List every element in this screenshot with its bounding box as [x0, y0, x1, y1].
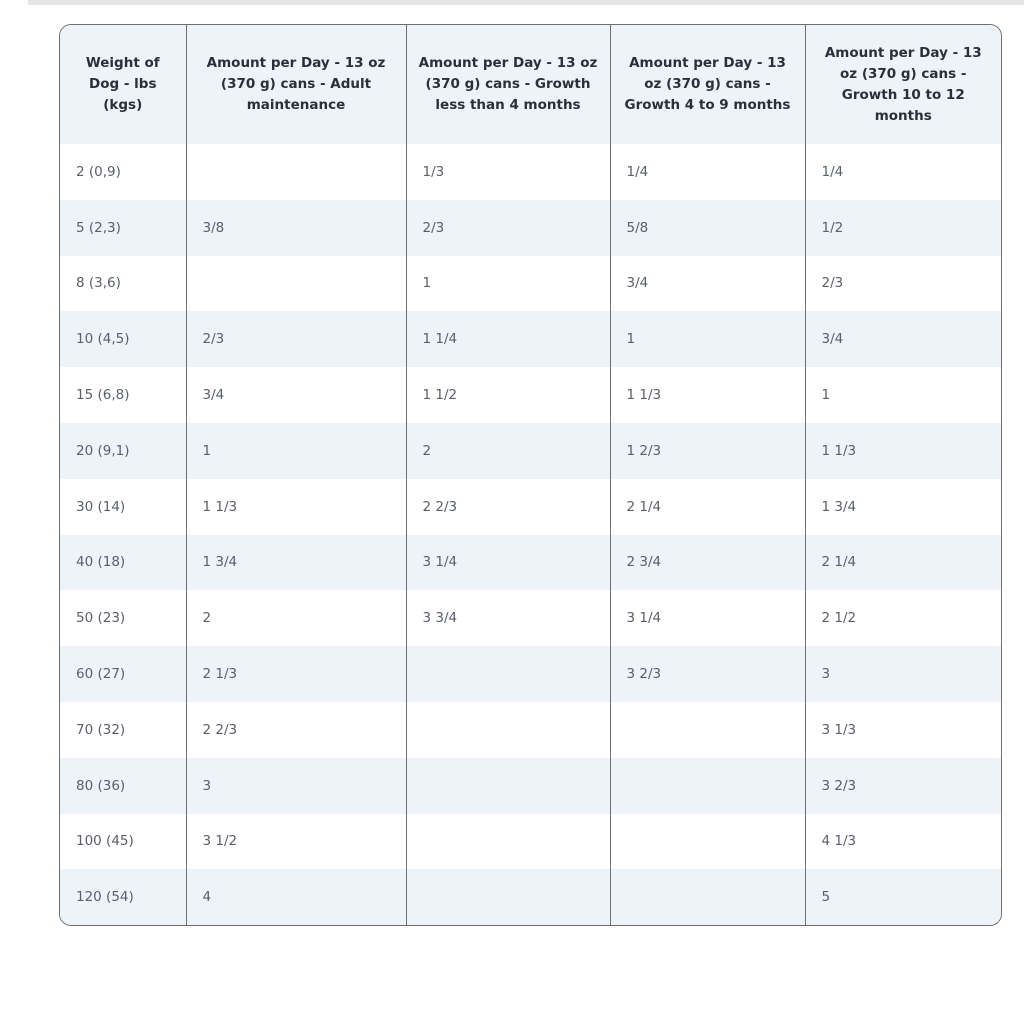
table-header: [60, 25, 1001, 144]
cell-adult-maintenance: 1 3/4: [186, 535, 406, 591]
cell-growth-4-to-9-months: 1: [610, 311, 805, 367]
cell-adult-maintenance: 1 1/3: [186, 479, 406, 535]
cell-weight: 20 (9,1): [60, 423, 186, 479]
cell-weight: 8 (3,6): [60, 256, 186, 312]
table-row: [60, 535, 1001, 591]
cell-adult-maintenance: 2 1/3: [186, 646, 406, 702]
header-weight: Weight of Dog - lbs (kgs): [60, 25, 186, 144]
cell-growth-10-to-12-months: 1/4: [805, 144, 1001, 200]
cell-growth-under-4-months: 1 1/4: [406, 311, 610, 367]
header-growth-under-4-months: Amount per Day - 13 oz (370 g) cans - Growth less than 4 months: [406, 25, 610, 144]
cell-weight: 50 (23): [60, 590, 186, 646]
table-row: [60, 256, 1001, 312]
cell-growth-10-to-12-months: 2/3: [805, 256, 1001, 312]
cell-weight: 60 (27): [60, 646, 186, 702]
cell-growth-10-to-12-months: 1 1/3: [805, 423, 1001, 479]
cell-growth-10-to-12-months: 1/2: [805, 200, 1001, 256]
cell-growth-10-to-12-months: 1 3/4: [805, 479, 1001, 535]
cell-growth-under-4-months: 2: [406, 423, 610, 479]
cell-growth-4-to-9-months: 3 1/4: [610, 590, 805, 646]
cell-growth-under-4-months: 2 2/3: [406, 479, 610, 535]
cell-growth-4-to-9-months: 2 1/4: [610, 479, 805, 535]
cell-adult-maintenance: 2/3: [186, 311, 406, 367]
cell-adult-maintenance: 3: [186, 758, 406, 814]
cell-weight: 2 (0,9): [60, 144, 186, 200]
table-row: [60, 311, 1001, 367]
cell-adult-maintenance: 3 1/2: [186, 814, 406, 870]
cell-adult-maintenance: [186, 256, 406, 312]
cell-adult-maintenance: 2 2/3: [186, 702, 406, 758]
header-growth-4-to-9-months: Amount per Day - 13 oz (370 g) cans - Growth 4 to 9 months: [610, 25, 805, 144]
header-row: [60, 25, 1001, 144]
cell-weight: 70 (32): [60, 702, 186, 758]
cell-growth-4-to-9-months: [610, 814, 805, 870]
cell-growth-under-4-months: [406, 758, 610, 814]
cell-growth-under-4-months: [406, 814, 610, 870]
cell-weight: 40 (18): [60, 535, 186, 591]
table-row: [60, 646, 1001, 702]
cell-growth-10-to-12-months: 2 1/4: [805, 535, 1001, 591]
cell-growth-10-to-12-months: 3/4: [805, 311, 1001, 367]
cell-growth-10-to-12-months: 1: [805, 367, 1001, 423]
cell-adult-maintenance: 1: [186, 423, 406, 479]
cell-growth-under-4-months: [406, 702, 610, 758]
cell-growth-4-to-9-months: [610, 758, 805, 814]
table-row: [60, 590, 1001, 646]
cell-growth-4-to-9-months: 5/8: [610, 200, 805, 256]
cell-growth-4-to-9-months: 2 3/4: [610, 535, 805, 591]
cell-weight: 30 (14): [60, 479, 186, 535]
cell-growth-10-to-12-months: 2 1/2: [805, 590, 1001, 646]
cell-growth-4-to-9-months: 1 2/3: [610, 423, 805, 479]
feeding-table-container: [59, 24, 1002, 926]
cell-weight: 5 (2,3): [60, 200, 186, 256]
table-row: [60, 702, 1001, 758]
cell-weight: 120 (54): [60, 869, 186, 925]
table-row: [60, 758, 1001, 814]
table-row: [60, 367, 1001, 423]
cell-adult-maintenance: 2: [186, 590, 406, 646]
cell-growth-10-to-12-months: 3 2/3: [805, 758, 1001, 814]
cell-weight: 100 (45): [60, 814, 186, 870]
cell-growth-under-4-months: 1: [406, 256, 610, 312]
table-row: [60, 869, 1001, 925]
cell-adult-maintenance: 3/8: [186, 200, 406, 256]
table-row: [60, 200, 1001, 256]
cell-growth-10-to-12-months: 4 1/3: [805, 814, 1001, 870]
cell-adult-maintenance: 4: [186, 869, 406, 925]
cell-growth-4-to-9-months: 1/4: [610, 144, 805, 200]
table-row: [60, 479, 1001, 535]
cell-growth-under-4-months: [406, 869, 610, 925]
feeding-table: [60, 25, 1001, 925]
cell-growth-under-4-months: [406, 646, 610, 702]
cell-growth-10-to-12-months: 3: [805, 646, 1001, 702]
cell-growth-4-to-9-months: 3/4: [610, 256, 805, 312]
header-growth-10-to-12-months: Amount per Day - 13 oz (370 g) cans - Growth 10 to 12 months: [805, 25, 1001, 144]
table-body: [60, 144, 1001, 925]
cell-growth-under-4-months: 3 3/4: [406, 590, 610, 646]
cell-weight: 10 (4,5): [60, 311, 186, 367]
table-row: [60, 423, 1001, 479]
header-adult-maintenance: Amount per Day - 13 oz (370 g) cans - Adult maintenance: [186, 25, 406, 144]
cell-growth-4-to-9-months: [610, 702, 805, 758]
cell-growth-10-to-12-months: 3 1/3: [805, 702, 1001, 758]
cell-growth-4-to-9-months: 1 1/3: [610, 367, 805, 423]
cell-growth-under-4-months: 1 1/2: [406, 367, 610, 423]
cell-adult-maintenance: 3/4: [186, 367, 406, 423]
cell-growth-4-to-9-months: [610, 869, 805, 925]
cell-growth-10-to-12-months: 5: [805, 869, 1001, 925]
cell-growth-4-to-9-months: 3 2/3: [610, 646, 805, 702]
cell-growth-under-4-months: 2/3: [406, 200, 610, 256]
cell-adult-maintenance: [186, 144, 406, 200]
table-row: [60, 144, 1001, 200]
cell-growth-under-4-months: 1/3: [406, 144, 610, 200]
cell-weight: 15 (6,8): [60, 367, 186, 423]
top-divider: [28, 0, 1024, 5]
cell-growth-under-4-months: 3 1/4: [406, 535, 610, 591]
table-row: [60, 814, 1001, 870]
cell-weight: 80 (36): [60, 758, 186, 814]
